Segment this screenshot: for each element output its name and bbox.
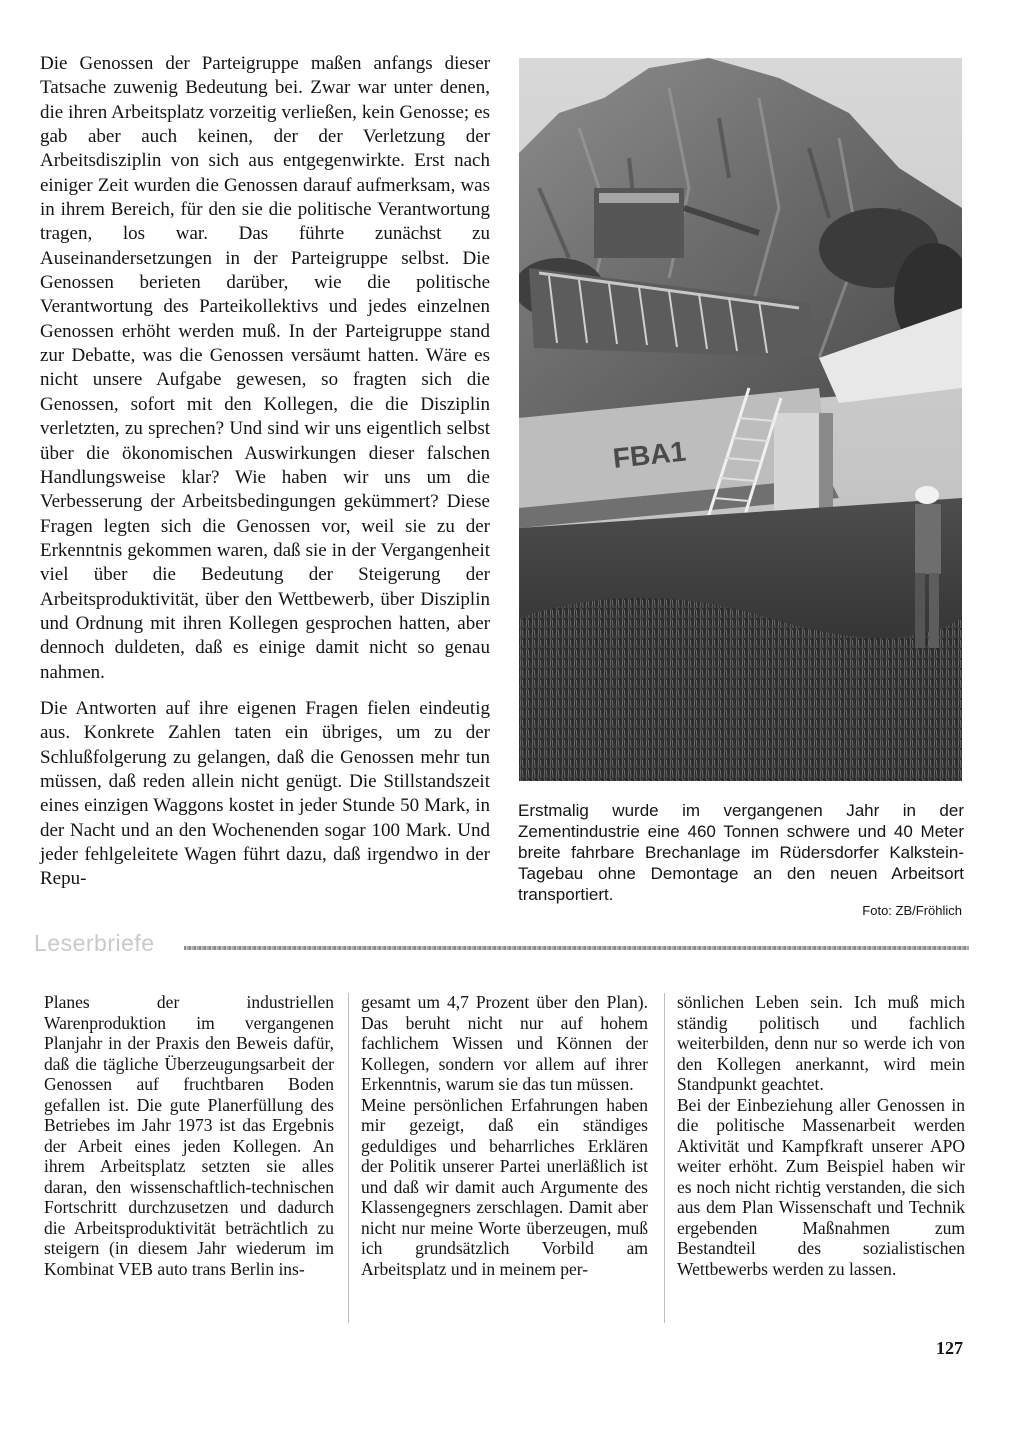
letters-text: sönlichen Leben sein. Ich muß mich ständig politisch und fachlich weiterbilden, denn nur so werde ich von den Kollegen anerkannt, wird mein Standpunkt geachtet. Bei der Einbeziehung aller Genossen in die politische Massenarbeit werden Aktivität und Kampfkraft unserer APO weiter erhöht. Zum Beispiel haben wir es noch nicht richtig verstanden, die sich aus dem Plan Wissenschaft und Technik ergebenden Maßnahmen zum Bestandteil des sozialistischen Wettbewerbs werden zu lassen. bbox=[677, 992, 965, 1279]
photo-caption: Erstmalig wurde im vergangenen Jahr in der Zementindustrie eine 460 Tonnen schwere und 40 Meter breite fahrbare Brechanlage im Rüdersdorfer Kalkstein-Tagebau ohne Demontage an den neuen Arbeitsort transportiert. bbox=[518, 801, 964, 904]
letters-column-3 bbox=[677, 992, 965, 1279]
machine-lettering: FBA1 bbox=[611, 435, 688, 474]
letters-column-2 bbox=[361, 992, 648, 1279]
column-divider bbox=[664, 993, 665, 1323]
quarry-crusher-photo bbox=[519, 58, 962, 781]
letters-column-1 bbox=[44, 992, 334, 1279]
page-number: 127 bbox=[936, 1338, 963, 1358]
letters-text: Planes der industriellen Warenproduktion im vergangenen Planjahr in der Praxis den Beweis dafür, daß die tägliche Überzeugungsarbeit der Genossen auf fruchtbaren Boden gefallen ist. Die gute Planerfüllung des Betriebes im Jahr 1973 ist das Ergebnis der Arbeit eines jeden Kollegen. An ihrem Arbeitsplatz setzten sie alles daran, den wissenschaftlich-technischen Fortschritt durchzusetzen und dadurch die Arbeitsproduktivität beträchtlich zu steigern (in diesem Jahr wiederum im Kombinat VEB auto trans Berlin ins- bbox=[44, 992, 334, 1279]
main-article-paragraph: Die Genossen der Parteigruppe maßen anfangs dieser Tatsache zuwenig Bedeutung bei. Zwar war unter denen, die ihren Arbeitsplatz vorzeitig verließen, kein Genosse; es gab aber auch keinen, der der Verletzung der Arbeitsdisziplin von sich aus entgegenwirkte. Erst nach einiger Zeit wurden die Genossen darauf aufmerksam, was in ihrem Bereich, für den sie die politische Verantwortung tragen, los war. Das führte zunächst zu Auseinandersetzungen in der Parteigruppe selbst. Die Genossen berieten darüber, wie die politische Verantwortung des Parteikollektivs und jedes einzelnen Genossen erhöht werden muß. In der Parteigruppe stand zur Debatte, was die Genossen versäumt hatten. Wäre es nicht unsere Aufgabe gewesen, so fragten sich die Genossen, sofort mit den Kollegen, die die Disziplin verletzten, zu sprechen? Und sind wir uns eigentlich selbst über die ökonomischen Auswirkungen dieser falschen Handlungsweise klar? Wie haben wir uns um die Verbesserung der Arbeitsbedingungen gekümmert? Diese Fragen legten sich die Genossen vor, weil sie zu der Erkenntnis gekommen waren, daß sie in der Vergangenheit viel über die Bedeutung der Steigerung der Arbeitsproduktivität, über den Wettbewerb, über Disziplin und Ordnung mit ihren Kollegen gesprochen hatten, aber dennoch duldeten, daß es einige damit nicht so genau nahmen. bbox=[40, 53, 490, 683]
main-article bbox=[40, 52, 490, 892]
section-label: Leserbriefe bbox=[34, 930, 155, 956]
photo-credit: Foto: ZB/Fröhlich bbox=[862, 903, 962, 918]
column-divider bbox=[348, 993, 349, 1323]
section-header bbox=[34, 930, 969, 962]
main-article-paragraph: Die Antworten auf ihre eigenen Fragen fielen eindeutig aus. Konkrete Zahlen taten ein übriges, um zu der Schlußfolgerung zu gelangen, daß die Genossen mehr tun müssen, daß reden allein nicht genügt. Die Stillstandszeit eines einzigen Waggons kostet in jeder Stunde 50 Mark, in der Nacht und an den Wochenenden sogar 100 Mark. Und jeder fehlgeleitete Wagen führt dazu, daß irgendwo in der Repu- bbox=[40, 697, 490, 890]
section-divider bbox=[184, 946, 969, 950]
letters-text: gesamt um 4,7 Prozent über den Plan). Das beruht nicht nur auf hohem fachlichem Wissen und Können der Kollegen, sondern vor allem auf ihrer Erkenntnis, warum sie das tun müssen. Meine persönlichen Erfahrungen haben mir gezeigt, daß ein ständiges geduldiges und beharrliches Erklären der Politik unserer Partei unerläßlich ist und daß wir damit auch Argumente des Klassengegners zerschlagen. Damit aber nicht nur meine Worte überzeugen, muß ich grundsätzlich Vorbild am Arbeitsplatz und in meinem per- bbox=[361, 992, 648, 1279]
